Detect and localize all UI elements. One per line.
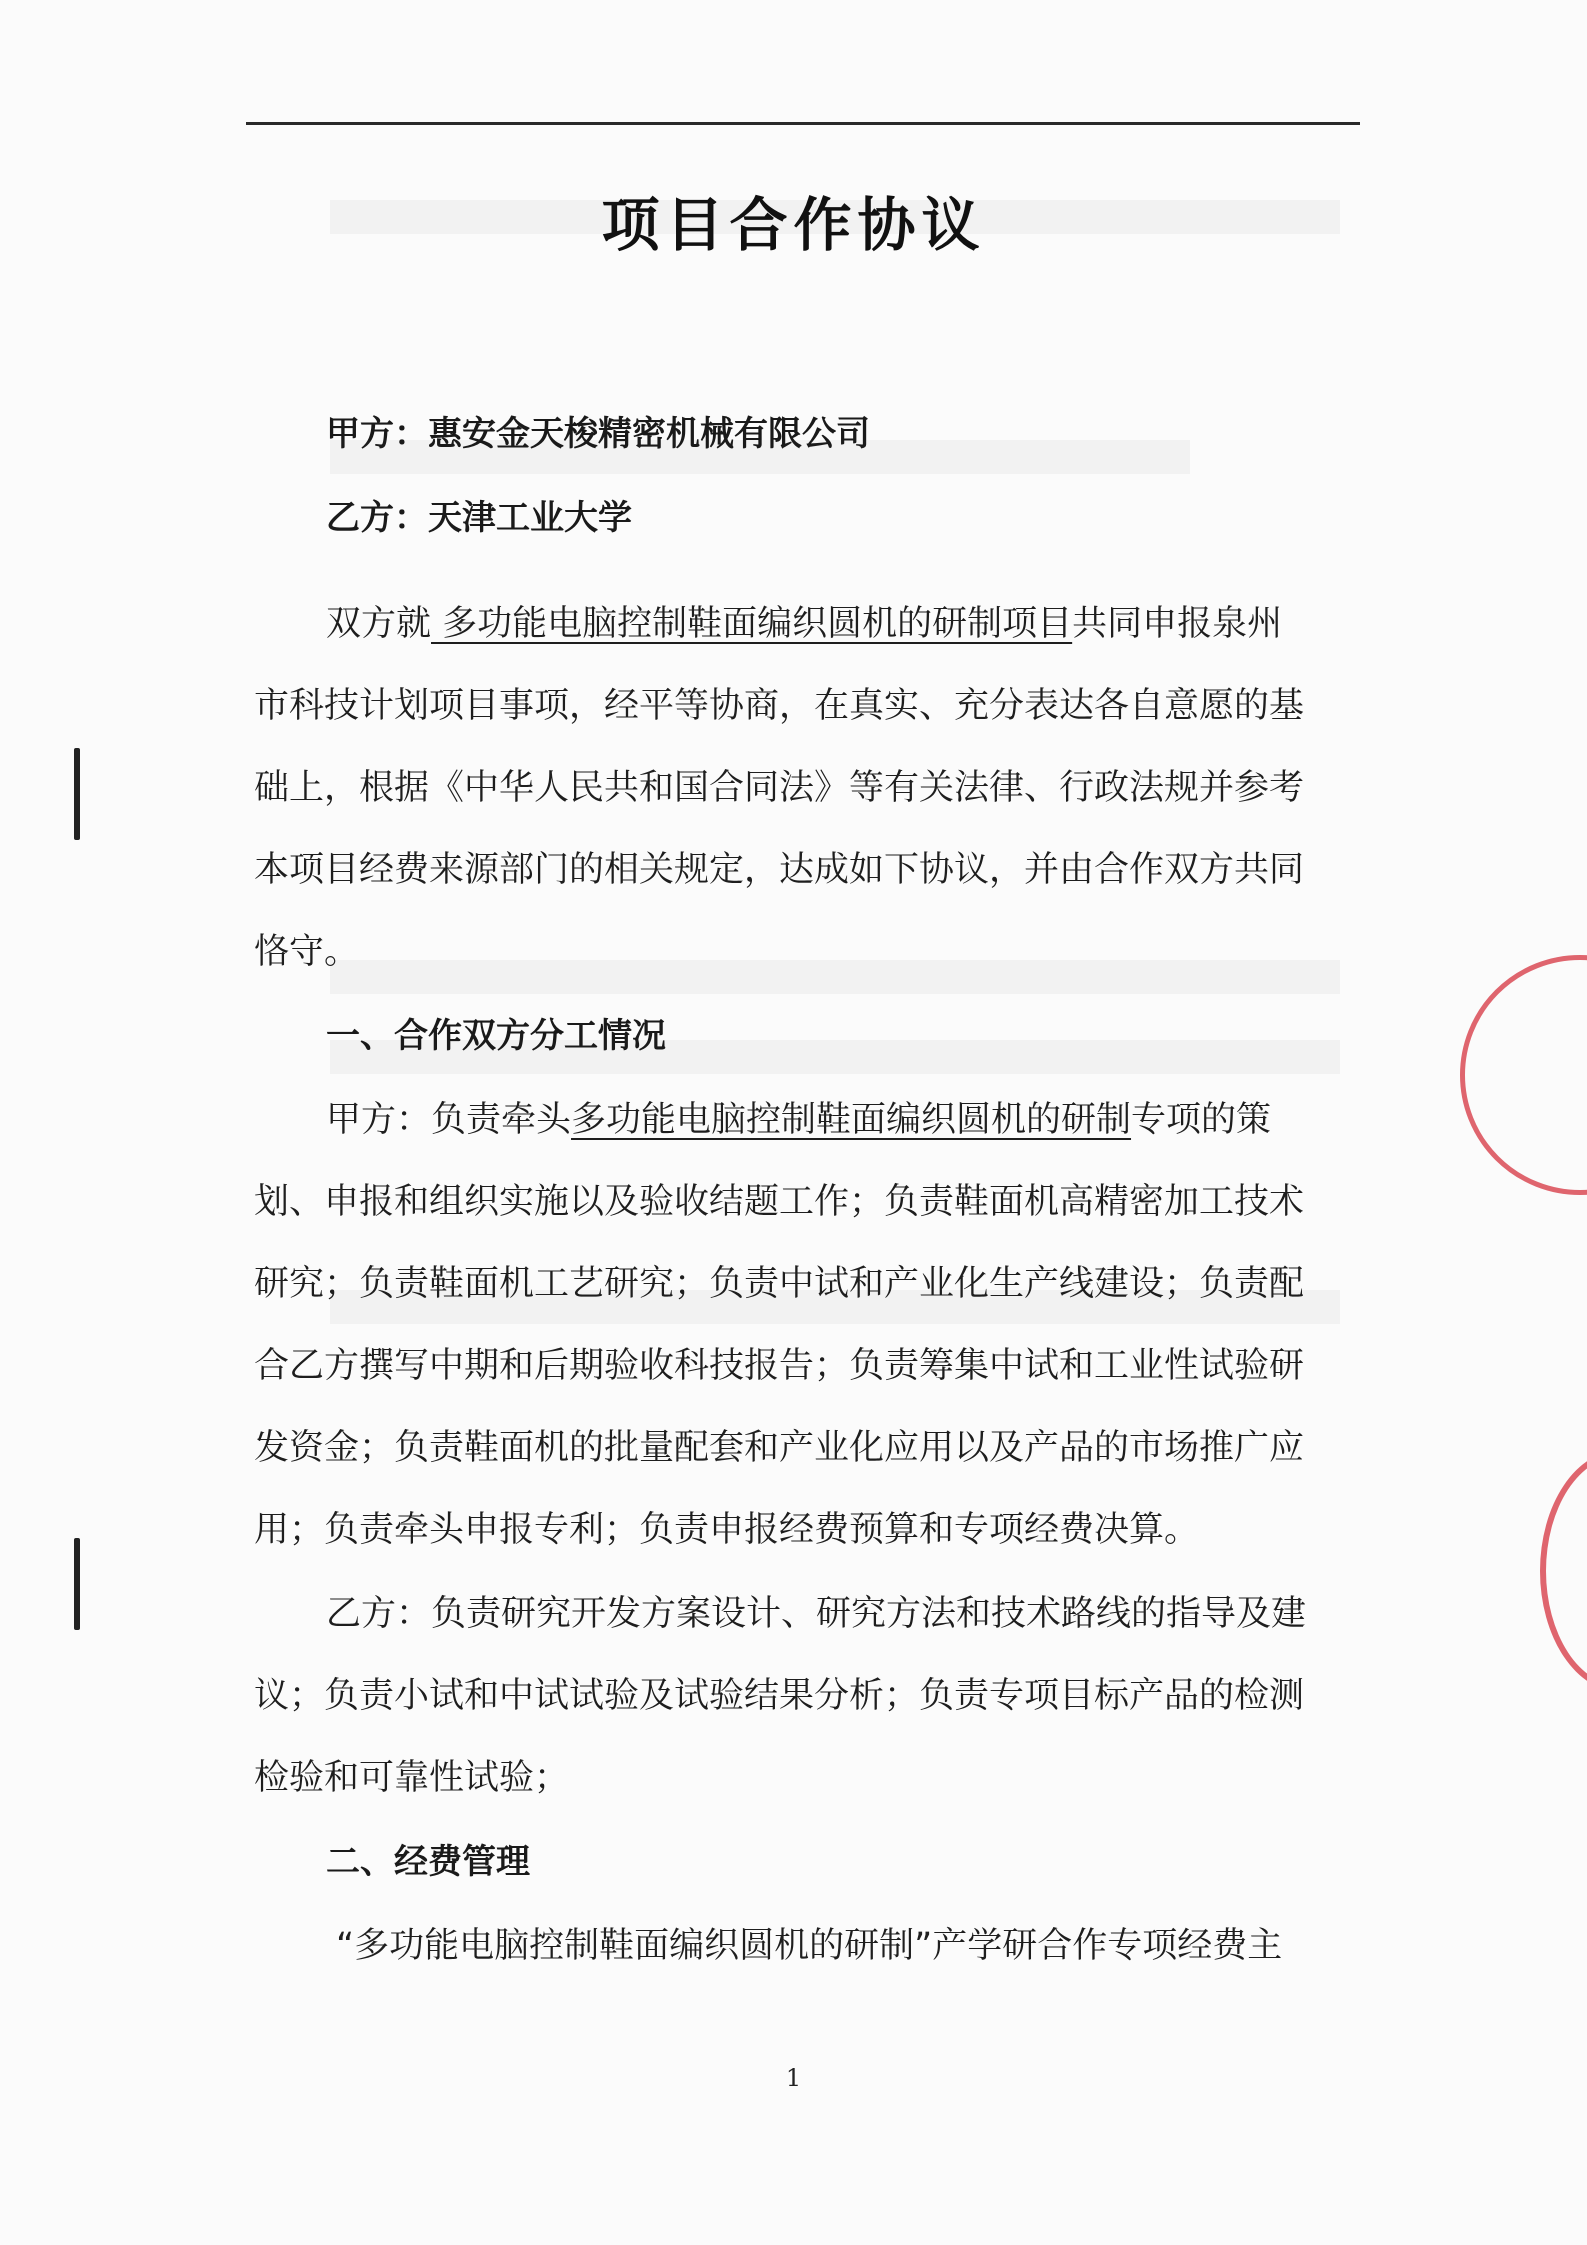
bleed-through-bar bbox=[330, 960, 1340, 994]
red-seal-stamp bbox=[1460, 955, 1587, 1195]
project-name-underlined: 多功能电脑控制鞋面编织圆机的研制 bbox=[571, 1100, 1132, 1140]
party-a-duties-line-2: 划、申报和组织实施以及验收结题工作；负责鞋面机高精密加工技术 bbox=[254, 1182, 1305, 1222]
intro-prefix: 双方就 bbox=[326, 604, 432, 644]
section-heading-division-of-work: 一、合作双方分工情况 bbox=[326, 1016, 666, 1056]
red-seal-stamp bbox=[1540, 1450, 1587, 1692]
intro-line-4: 本项目经费来源部门的相关规定，达成如下协议，并由合作双方共同 bbox=[254, 850, 1305, 890]
page-number: 1 bbox=[785, 2064, 802, 2092]
party-a-duties-line-5: 发资金；负责鞋面机的批量配套和产业化应用以及产品的市场推广应 bbox=[254, 1428, 1305, 1468]
binder-mark-lower bbox=[74, 1538, 80, 1630]
party-a-duties-prefix: 甲方：负责牵头 bbox=[326, 1100, 572, 1140]
intro-line-2: 市科技计划项目事项，经平等协商，在真实、充分表达各自意愿的基 bbox=[254, 686, 1305, 726]
party-b-duties-line-1: 乙方：负责研究开发方案设计、研究方法和技术路线的指导及建 bbox=[326, 1594, 1307, 1634]
party-b-duties-line-2: 议；负责小试和中试试验及试验结果分析；负责专项目标产品的检测 bbox=[254, 1676, 1305, 1716]
party-b: 乙方：天津工业大学 bbox=[326, 498, 632, 538]
intro-suffix: 共同申报泉州 bbox=[1072, 604, 1283, 644]
project-name-underlined: 多功能电脑控制鞋面编织圆机的研制项目 bbox=[431, 604, 1073, 644]
section-heading-funding: 二、经费管理 bbox=[326, 1842, 530, 1882]
party-a-duties-line-4: 合乙方撰写中期和后期验收科技报告；负责筹集中试和工业性试验研 bbox=[254, 1346, 1305, 1386]
document-title: 项目合作协议 bbox=[601, 191, 986, 259]
intro-line-5: 恪守。 bbox=[254, 932, 360, 972]
header-rule bbox=[246, 122, 1360, 125]
party-a-duties-suffix: 专项的策 bbox=[1131, 1100, 1272, 1140]
binder-mark-upper bbox=[74, 748, 80, 840]
funding-line-1: “多功能电脑控制鞋面编织圆机的研制”产学研合作专项经费主 bbox=[336, 1926, 1283, 1966]
party-a-duties-line-3: 研究；负责鞋面机工艺研究；负责中试和产业化生产线建设；负责配 bbox=[254, 1264, 1305, 1304]
party-b-duties-line-3: 检验和可靠性试验； bbox=[254, 1758, 570, 1798]
party-a-duties-line-6: 用；负责牵头申报专利；负责申报经费预算和专项经费决算。 bbox=[254, 1510, 1200, 1550]
intro-line-3: 础上，根据《中华人民共和国合同法》等有关法律、行政法规并参考 bbox=[254, 768, 1305, 808]
party-a-duties-line-1 bbox=[326, 1092, 1271, 1142]
intro-line-1 bbox=[326, 596, 1282, 646]
party-a: 甲方：惠安金天梭精密机械有限公司 bbox=[326, 414, 870, 454]
